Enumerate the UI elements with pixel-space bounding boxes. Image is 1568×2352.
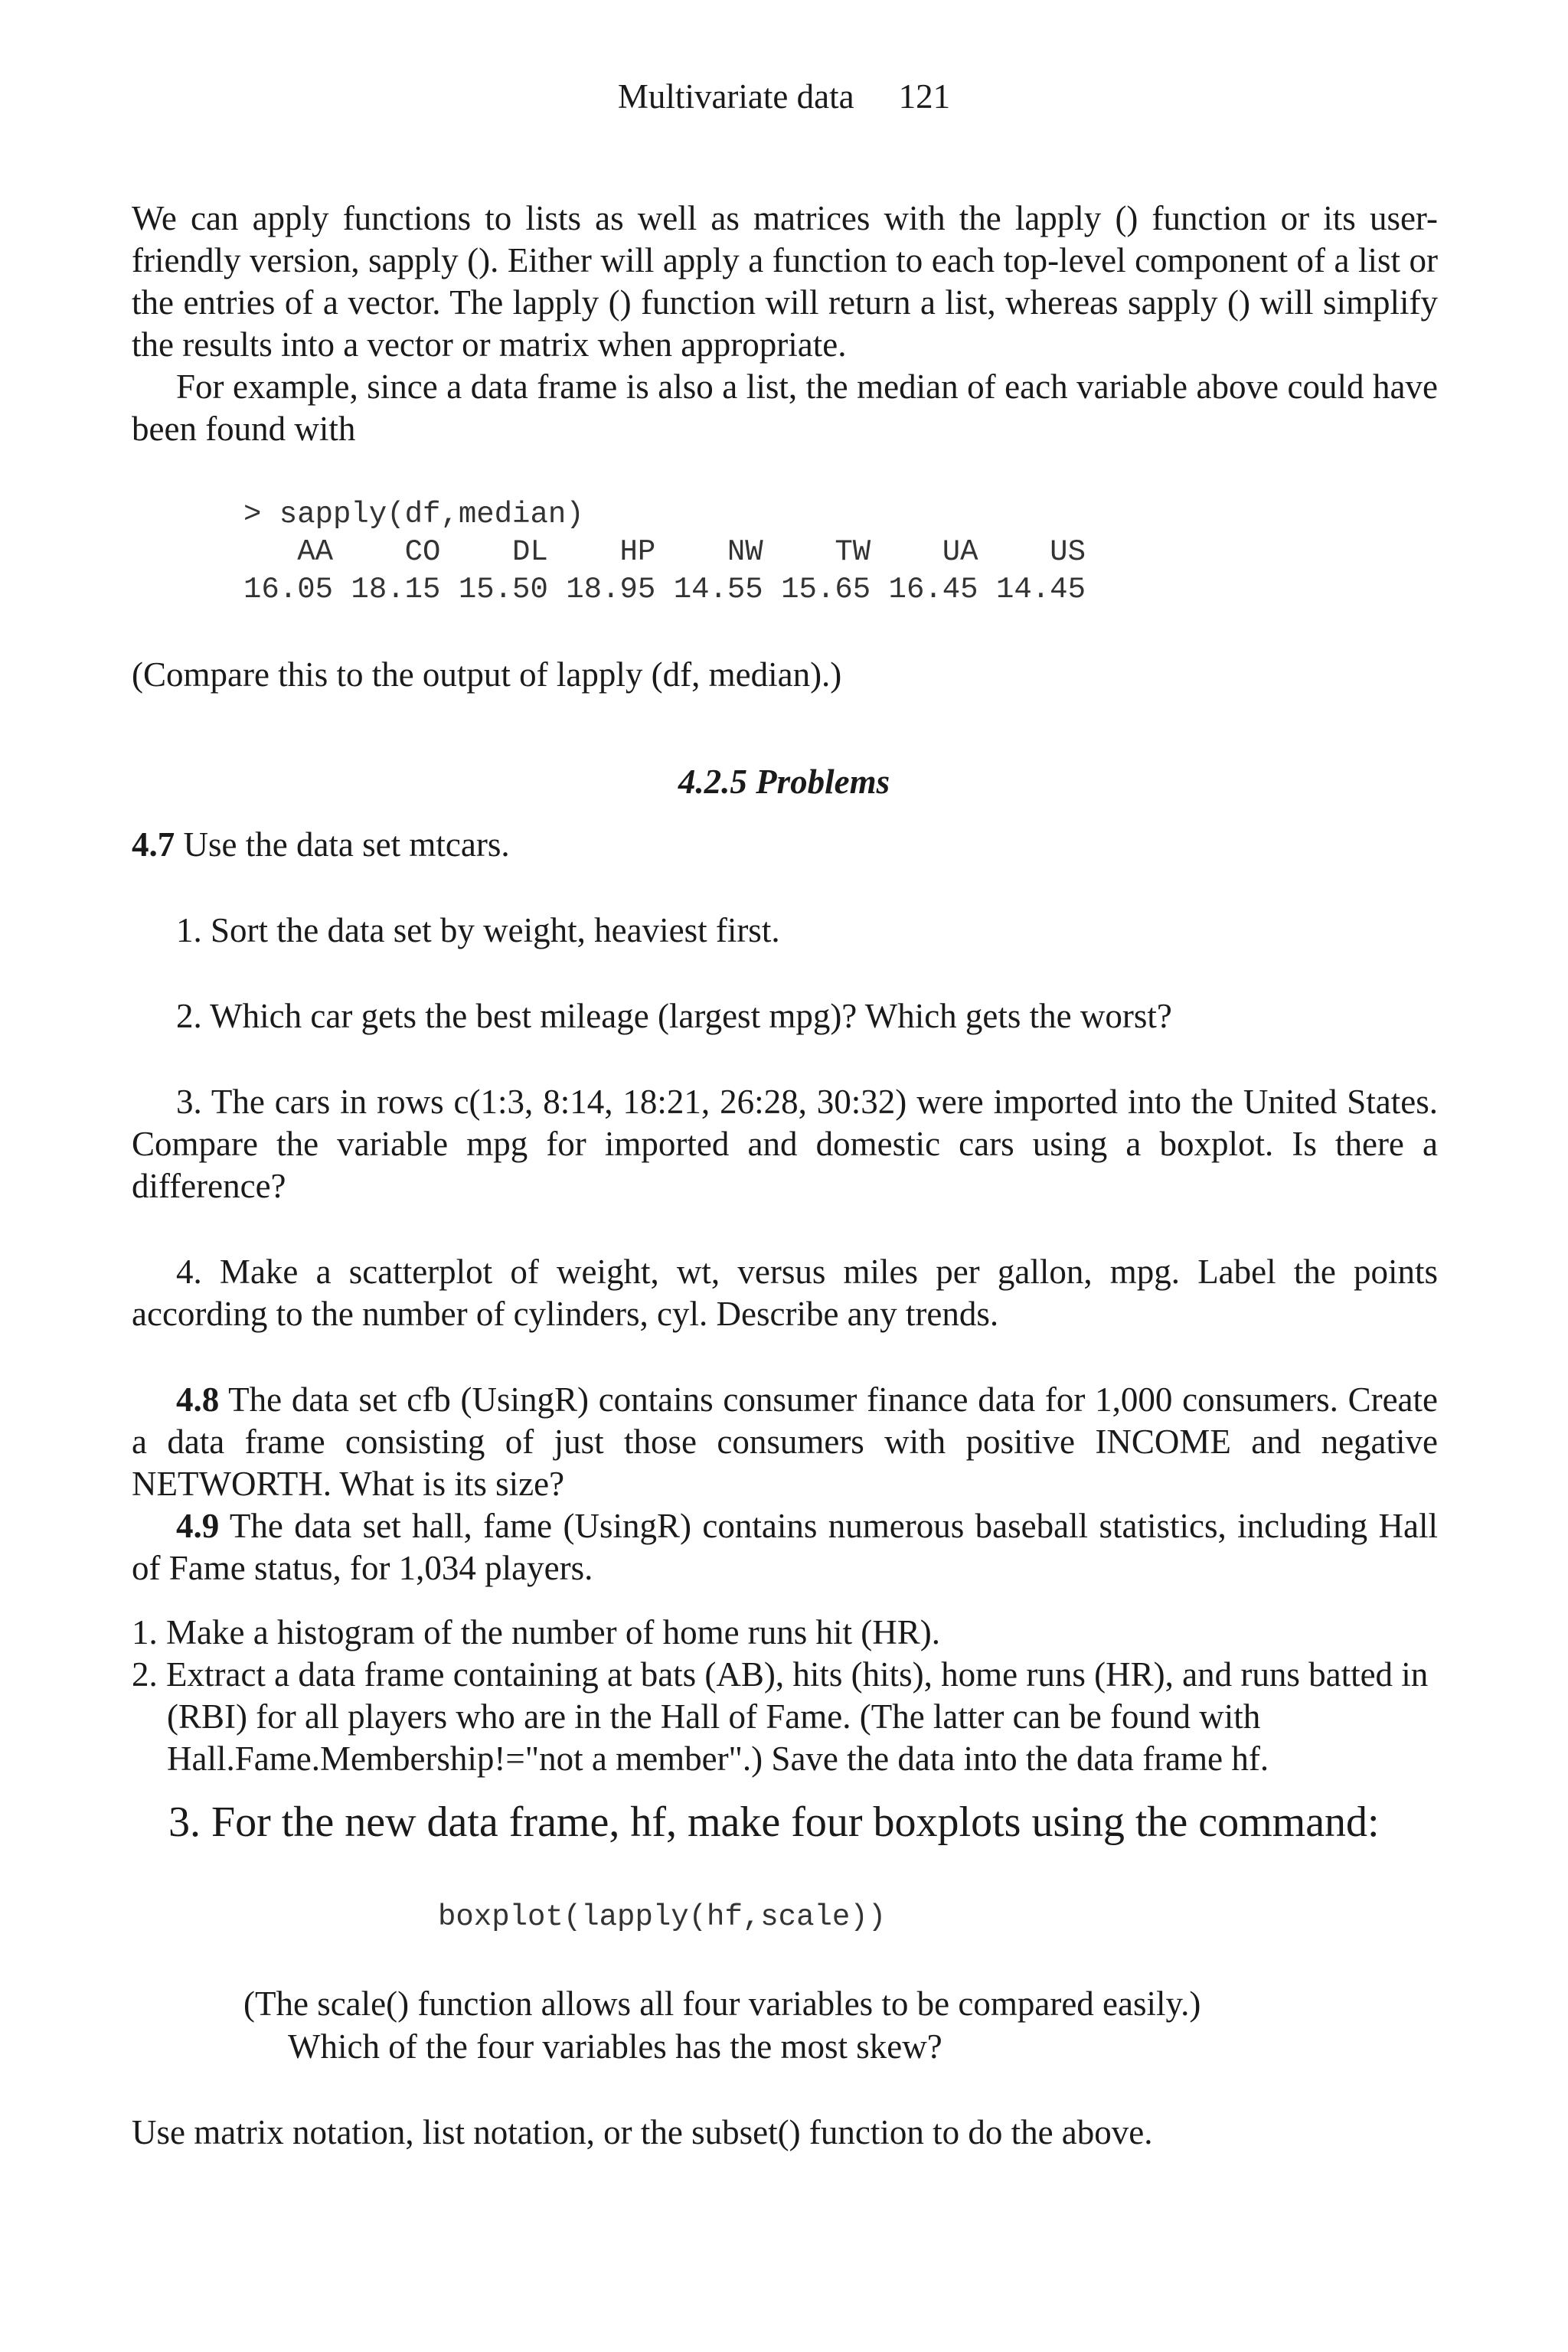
problem-number: 4.9	[176, 1507, 220, 1545]
problem-text: The data set hall, fame (UsingR) contains numerous baseball statistics, including Hall of Fame status, for 1,034 players.	[132, 1507, 1438, 1587]
problem-4-7	[132, 824, 1438, 866]
problem-4-7-item-3: 3. The cars in rows c(1:3, 8:14, 18:21, 26:28, 30:32) were imported into the United States. Compare the variable mpg for imported and domestic cars using a boxplot. Is there a difference?	[132, 1083, 1438, 1205]
problem-number: 4.7	[132, 825, 175, 864]
header-title: Multivariate data	[617, 77, 854, 116]
example-paragraph: For example, since a data frame is also a list, the median of each variable above could have been found with	[132, 368, 1438, 448]
running-header	[0, 75, 1568, 118]
code-command: > sapply(df,median)	[243, 498, 584, 531]
problem-4-9-item-3: 3. For the new data frame, hf, make four boxplots using the command:	[168, 1798, 1380, 1846]
problem-text: The data set cfb (UsingR) contains consumer finance data for 1,000 consumers. Create a data frame consisting of just those consumers with positive INCOME and negative NETWORTH. What is its size?	[132, 1380, 1438, 1503]
problem-4-7-item-1: 1. Sort the data set by weight, heaviest first.	[176, 911, 780, 949]
problem-text: Use the data set mtcars.	[175, 825, 510, 864]
code-output-header: AA CO DL HP NW TW UA US	[243, 535, 1086, 569]
problem-4-7-item-4: 4. Make a scatterplot of weight, wt, versus miles per gallon, mpg. Label the points according to the number of cylinders, cyl. Describe any trends.	[132, 1253, 1438, 1333]
closing-instruction: Use matrix notation, list notation, or the subset() function to do the above.	[132, 2113, 1153, 2151]
skew-question: Which of the four variables has the most skew?	[288, 2027, 942, 2066]
problem-number: 4.8	[176, 1380, 220, 1419]
problem-4-9-item-1: 1. Make a histogram of the number of home runs hit (HR).	[132, 1613, 941, 1651]
page-number: 121	[898, 77, 951, 116]
problem-4-7-item-2: 2. Which car gets the best mileage (largest mpg)? Which gets the worst?	[176, 997, 1172, 1035]
scale-note: (The scale() function allows all four variables to be compared easily.)	[243, 1984, 1201, 2023]
problem-4-8	[132, 1379, 1438, 1505]
code-output-values: 16.05 18.15 15.50 18.95 14.55 15.65 16.45 14.45	[243, 573, 1086, 606]
problem-4-9	[132, 1505, 1438, 1589]
section-heading: 4.2.5 Problems	[678, 763, 890, 801]
boxplot-command: boxplot(lapply(hf,scale))	[438, 1900, 887, 1934]
problem-4-9-item-2: 2. Extract a data frame containing at bats (AB), hits (hits), home runs (HR), and runs batted in (RBI) for all players who are in the Hall of Fame. (The latter can be found with Hall.Fame.Membership!="not a member".) Save the data into the data frame hf.	[132, 1655, 1429, 1778]
compare-note: (Compare this to the output of lapply (df, median).)	[132, 655, 842, 694]
intro-paragraph: We can apply functions to lists as well as matrices with the lapply () function or its user-friendly version, sapply (). Either will apply a function to each top-level component of a list or the entries of a vector. The lapply () function will return a list, whereas sapply () will simplify the results into a vector or matrix when appropriate.	[132, 199, 1438, 364]
